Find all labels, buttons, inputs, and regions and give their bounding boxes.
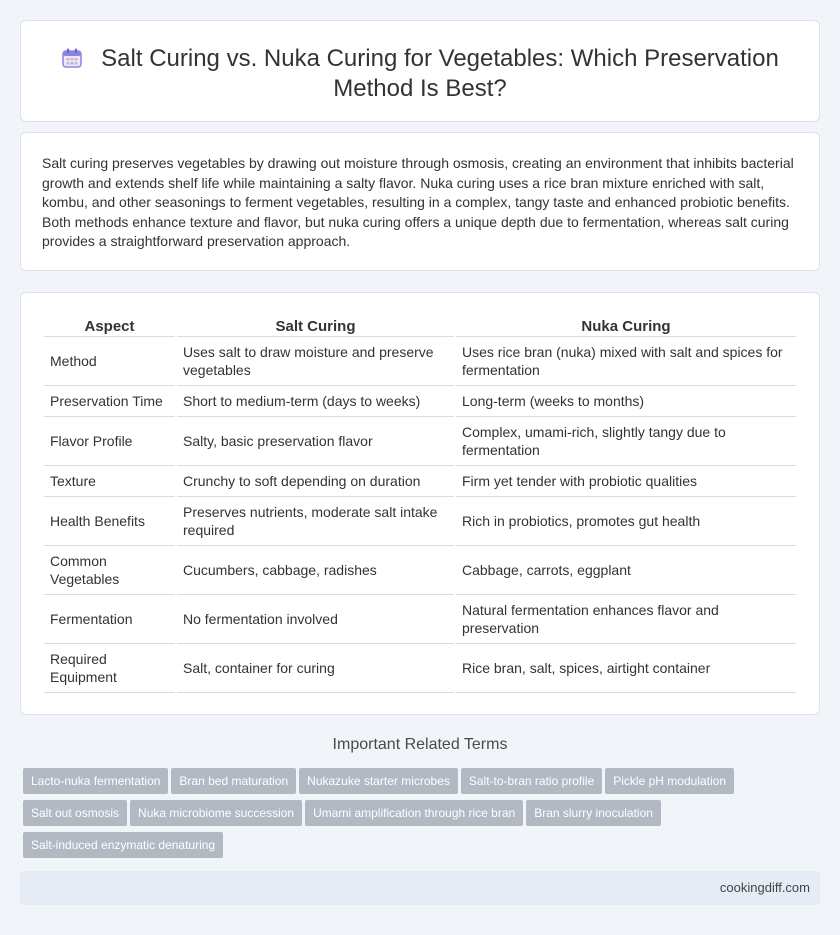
nuka-cell: Rich in probiotics, promotes gut health xyxy=(456,497,796,546)
nuka-cell: Complex, umami-rich, slightly tangy due to fermentation xyxy=(456,417,796,466)
title-wrap xyxy=(61,44,779,104)
aspect-cell: Required Equipment xyxy=(44,644,175,693)
related-term-tag[interactable]: Pickle pH modulation xyxy=(605,768,734,794)
nuka-cell: Cabbage, carrots, eggplant xyxy=(456,546,796,595)
header-salt-curing: Salt Curing xyxy=(177,315,454,337)
aspect-cell: Fermentation xyxy=(44,595,175,644)
comparison-card xyxy=(20,292,820,715)
aspect-cell: Texture xyxy=(44,466,175,497)
table-row xyxy=(44,386,796,417)
related-term-tag[interactable]: Nukazuke starter microbes xyxy=(299,768,458,794)
salt-cell: Salt, container for curing xyxy=(177,644,454,693)
related-term-tag[interactable]: Bran slurry inoculation xyxy=(526,800,661,826)
footer-bar xyxy=(20,871,820,905)
related-term-tag[interactable]: Salt-induced enzymatic denaturing xyxy=(23,832,223,858)
nuka-cell: Rice bran, salt, spices, airtight container xyxy=(456,644,796,693)
related-terms-heading: Important Related Terms xyxy=(332,736,508,753)
salt-cell: Short to medium-term (days to weeks) xyxy=(177,386,454,417)
calendar-icon xyxy=(61,47,83,69)
nuka-cell: Uses rice bran (nuka) mixed with salt and spices for fermentation xyxy=(456,337,796,386)
table-row xyxy=(44,337,796,386)
related-terms-list xyxy=(23,768,783,864)
nuka-cell: Long-term (weeks to months) xyxy=(456,386,796,417)
table-row xyxy=(44,644,796,693)
salt-cell: Crunchy to soft depending on duration xyxy=(177,466,454,497)
related-term-tag[interactable]: Nuka microbiome succession xyxy=(130,800,302,826)
aspect-cell: Health Benefits xyxy=(44,497,175,546)
salt-cell: Uses salt to draw moisture and preserve vegetables xyxy=(177,337,454,386)
related-term-tag[interactable]: Salt out osmosis xyxy=(23,800,127,826)
salt-cell: No fermentation involved xyxy=(177,595,454,644)
aspect-cell: Flavor Profile xyxy=(44,417,175,466)
salt-cell: Preserves nutrients, moderate salt intake required xyxy=(177,497,454,546)
table-row xyxy=(44,466,796,497)
related-term-tag[interactable]: Salt-to-bran ratio profile xyxy=(461,768,602,794)
nuka-cell: Natural fermentation enhances flavor and preservation xyxy=(456,595,796,644)
table-row xyxy=(44,497,796,546)
table-row xyxy=(44,417,796,466)
aspect-cell: Preservation Time xyxy=(44,386,175,417)
nuka-cell: Firm yet tender with probiotic qualities xyxy=(456,466,796,497)
table-row xyxy=(44,546,796,595)
table-row xyxy=(44,595,796,644)
aspect-cell: Common Vegetables xyxy=(44,546,175,595)
page-title: Salt Curing vs. Nuka Curing for Vegetables: Which Preservation Method Is Best? xyxy=(101,45,779,102)
comparison-table xyxy=(42,315,798,693)
table-header-row xyxy=(44,315,796,337)
intro-card xyxy=(20,132,820,271)
title-card xyxy=(20,20,820,122)
header-aspect: Aspect xyxy=(44,315,175,337)
related-term-tag[interactable]: Umami amplification through rice bran xyxy=(305,800,523,826)
related-term-tag[interactable]: Bran bed maturation xyxy=(171,768,296,794)
related-term-tag[interactable]: Lacto-nuka fermentation xyxy=(23,768,168,794)
header-nuka-curing: Nuka Curing xyxy=(456,315,796,337)
footer-site-link[interactable]: cookingdiff.com xyxy=(719,880,810,895)
salt-cell: Cucumbers, cabbage, radishes xyxy=(177,546,454,595)
salt-cell: Salty, basic preservation flavor xyxy=(177,417,454,466)
aspect-cell: Method xyxy=(44,337,175,386)
intro-paragraph: Salt curing preserves vegetables by drawing out moisture through osmosis, creating an environment that inhibits bacterial growth and extends shelf life while maintaining a salty flavor. Nuka curing uses a rice bran mixture enriched with salt, kombu, and other seasonings to ferment vegetables, resulting in a complex, tangy taste and enhanced probiotic benefits. Both methods enhance texture and flavor, but nuka curing offers a unique depth due to fermentation, whereas salt curing provides a straightforward preservation approach. xyxy=(42,155,794,250)
